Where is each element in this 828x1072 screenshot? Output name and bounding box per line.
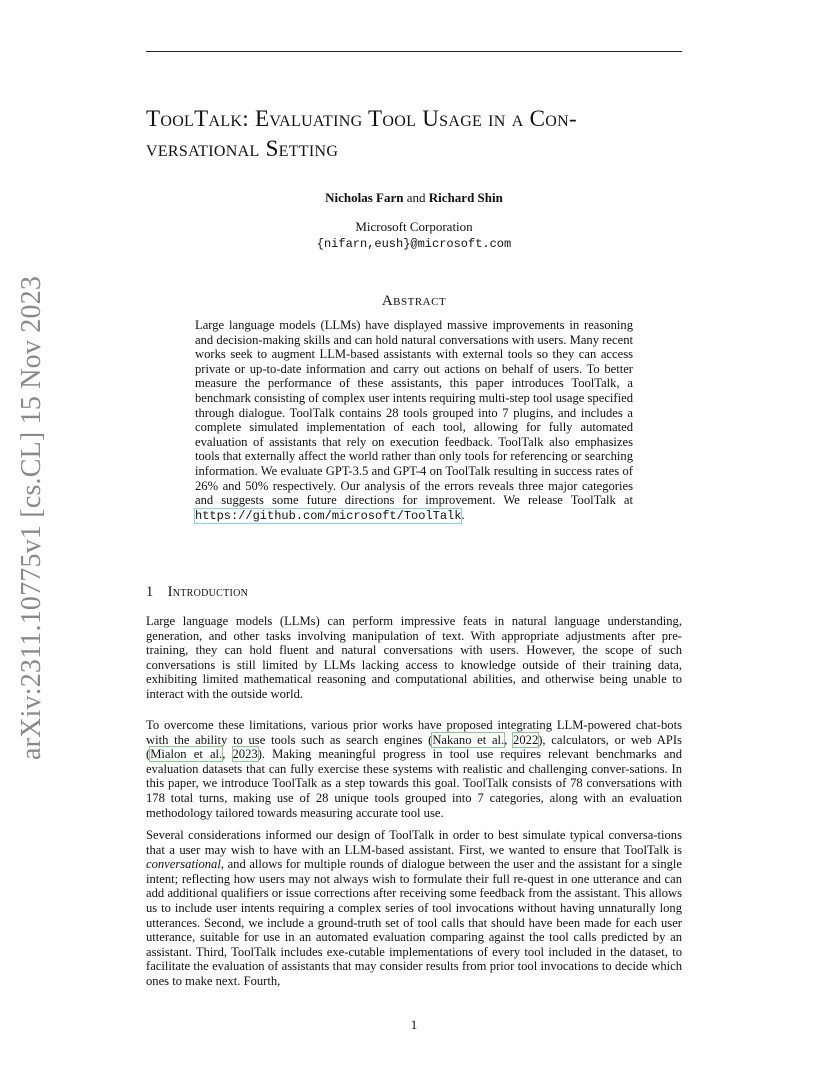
- p2-text-c: ). Making meaningful progress in tool use requires relevant benchmarks and evaluation datasets that can fully exercise these systems with realistic and challenging conver-sations. In this paper, we introduce ToolTalk as a step towards this goal. ToolTalk consists of 78 conversations with 178 total turns, making use of 28 unique tools grouped into 7 categories, along with an evaluation methodology tailored towards measuring accurate tool use.: [146, 747, 682, 820]
- section-title: Introduction: [167, 584, 249, 600]
- abstract-body: [195, 318, 633, 523]
- p2-cite2-sep: ,: [222, 747, 233, 762]
- intro-paragraph-2: [146, 718, 682, 820]
- intro-paragraph-1: Large language models (LLMs) can perform impressive feats in natural language understanding, generation, and other tasks involving manipulation of text. With appropriate adjustments after pre-training, they can hold fluent and natural conversations with users. However, the scope of such conversations is still limited by LLMs lacking access to knowledge outside of their training data, exhibiting limited mathematical reasoning and computational abilities, and otherwise being unable to interact with the outside world.: [146, 614, 682, 701]
- top-rule: [146, 51, 682, 52]
- title-line-1: ToolTalk: Evaluating Tool Usage in a Con-: [146, 106, 577, 131]
- p2-cite1-sep: ,: [504, 732, 514, 747]
- section-number: 1: [146, 584, 154, 600]
- p2-text-b: ), calculators, or web APIs (: [146, 732, 682, 762]
- citation-nakano-name[interactable]: Nakano et al.: [432, 732, 505, 747]
- p3-text-b: , and allows for multiple rounds of dialogue between the user and the assistant for a single intent; reflecting how users may not always wish to formulate their full re-quest in one utterance and can add additional qualifiers or issue corrections after receiving some feedback from the assistant. This allows us to include user intents requiring a complex series of tool invocations without having unnaturally long utterances. Second, we include a ground-truth set of tool calls that should have been made for each user utterance, suitable for use in an automated evaluation comparing against the tool calls predicted by an assistant. Third, ToolTalk includes exe-cutable implementations of every tool included in the dataset, to facilitate the evaluation of assistants that may consider results from prior tool invocations to decide which ones to make next. Fourth,: [146, 857, 682, 988]
- page-number: 1: [410, 1017, 418, 1032]
- p3-text-a: Several considerations informed our design of ToolTalk in order to best simulate typical conversa-tions that a user may wish to have with an LLM-based assistant. First, we wanted to ensure that ToolTalk is: [146, 828, 682, 857]
- affiliation: Microsoft Corporation: [355, 219, 473, 234]
- abstract-heading: Abstract: [381, 293, 447, 309]
- section-heading-introduction: [146, 584, 248, 601]
- intro-paragraph-3: [146, 828, 682, 989]
- author-1: Nicholas Farn: [325, 190, 404, 205]
- citation-mialon-name[interactable]: Mialon et al.: [150, 747, 223, 762]
- author-conj: and: [406, 190, 426, 205]
- abstract-text: Large language models (LLMs) have displayed massive improvements in reasoning and decision-making skills and can hold natural conversations with users. Many recent works seek to augment LLM-based assistants with external tools so they can access private or up-to-date information and carry out actions on behalf of users. To better measure the performance of these assistants, this paper introduces ToolTalk, a benchmark consisting of complex user intents requiring multi-step tool usage specified through dialogue. ToolTalk contains 28 tools grouped into 7 plugins, and includes a complete simulated implementation of each tool, allowing for fully automated evaluation of assistants that rely on execution feedback. ToolTalk also emphasizes tools that externally affect the world rather than only tools for referencing or searching information. We evaluate GPT-3.5 and GPT-4 on ToolTalk resulting in success rates of 26% and 50% respectively. Our analysis of the errors reveals three major categories and suggests some future directions for improvement. We release ToolTalk at: [195, 318, 633, 508]
- citation-mialon-year[interactable]: 2023: [232, 747, 258, 762]
- authors: [146, 190, 682, 206]
- p2-text-a: To overcome these limitations, various prior works have proposed integrating LLM-powered chat-bots with the ability to use tools such as search engines (: [146, 718, 682, 747]
- abstract-end: .: [461, 507, 465, 522]
- title-line-2: versational Setting: [146, 136, 339, 161]
- citation-nakano-year[interactable]: 2022: [513, 732, 539, 747]
- p3-emphasis: conversational: [146, 857, 221, 872]
- arxiv-stamp: arXiv:2311.10775v1 [cs.CL] 15 Nov 2023: [16, 275, 47, 760]
- email-text: {nifarn,eush}@microsoft.com: [316, 237, 512, 251]
- paper-title: [146, 104, 686, 164]
- author-2: Richard Shin: [428, 190, 503, 205]
- email: [146, 235, 682, 252]
- github-link[interactable]: https://github.com/microsoft/ToolTalk: [195, 508, 462, 523]
